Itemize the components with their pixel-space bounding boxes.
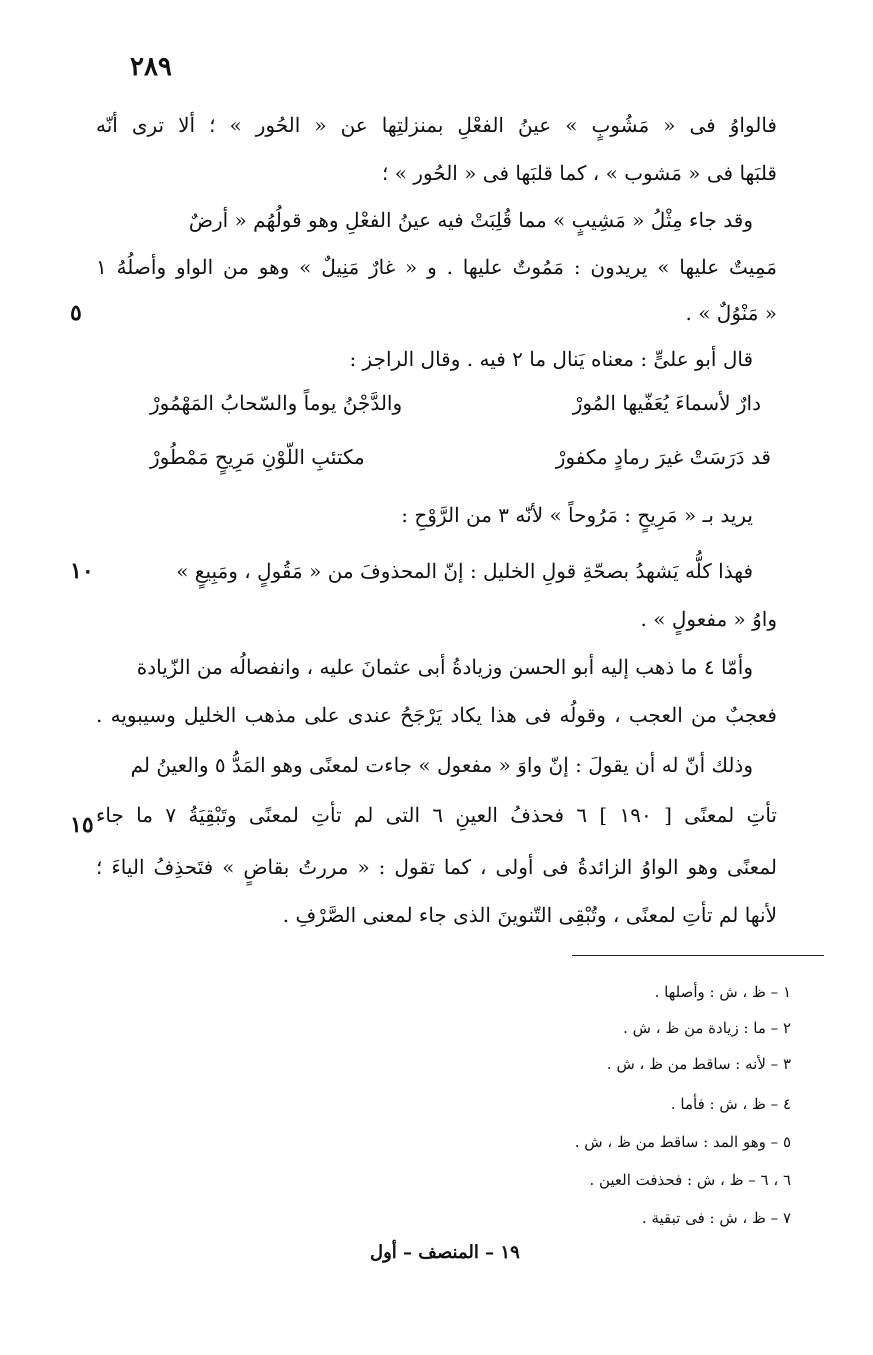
text-line-6: قال أبو علىٍّ : معناه يَنال ما ٢ فيه . وقال الراجز : <box>349 347 753 371</box>
text-line-14: لمعنًى وهو الواوُ الزائدةُ فى أولى ، كما تقول : « مررتُ بقاضٍ » فتَحذِفُ الياءَ ؛ <box>96 855 777 879</box>
text-line-15: لأنها لم تأتِ لمعنًى ، وتُبْقِى التّنوينَ الذى جاء لمعنى الصَّرْفِ . <box>282 903 777 927</box>
footnote-7: ٧ – ظ ، ش : فى تبقية . <box>641 1209 791 1227</box>
text-line-11: فعجبٌ من العجب ، وقولُه فى هذا يكاد يَرْجَحُ عندى على مذهب الخليل وسيبويه . <box>96 703 777 727</box>
footnote-1: ١ – ظ ، ش : وأصلها . <box>654 983 791 1001</box>
text-line-4: مَمِيتٌ عليها » يريدون : مَمُوتٌ عليها . و « غارٌ مَنِيلٌ » وهو من الواو وأصلُهُ ١ <box>96 255 777 279</box>
text-line-13: تأتِ لمعنًى [ ١٩٠ ] ٦ فحذفُ العينِ ٦ التى لم تأتِ لمعنًى وتَبْقِيَةُ ٧ ما جاء <box>96 803 777 827</box>
footnote-6: ٦ ، ٦ – ظ ، ش : فحذفت العين . <box>589 1171 791 1189</box>
page-footer: ١٩ – المنصف – أول <box>370 1242 520 1263</box>
verse-1-second-hemistich: والدَّجْنُ يوماً والسّحابُ المَهْمُورْ <box>150 391 403 415</box>
footnote-4: ٤ – ظ ، ش : فأما . <box>670 1095 791 1113</box>
verse-1-first-hemistich: دارٌ لأسماءَ يُعَفّيها المُورْ <box>572 391 761 415</box>
text-line-7: يريد بـ « مَرِيحٍ : مَرُوحاً » لأنّه ٣ من الرَّوْحِ : <box>401 503 753 527</box>
text-line-5: « مَنْوُلٌ » . <box>685 301 777 325</box>
footnote-3: ٣ – لأنه : ساقط من ظ ، ش . <box>606 1055 791 1073</box>
page-number: ٢٨٩ <box>130 52 172 82</box>
text-line-9: واوُ « مفعولٍ » . <box>640 607 777 631</box>
footnote-2: ٢ – ما : زيادة من ظ ، ش . <box>623 1019 791 1037</box>
text-line-1: فالواوُ فى « مَشُوبٍ » عينُ الفعْلِ بمنزلتِها عن « الحُور » ؛ ألا ترى أنّه <box>96 113 777 137</box>
text-line-2: قلبَها فى « مَشوب » ، كما قلبَها فى « الحُور » ؛ <box>381 161 777 185</box>
margin-number-15: ١٥ <box>70 812 94 838</box>
verse-2-second-hemistich: مكتئبِ اللّوْنِ مَرِيحٍ مَمْطُورْ <box>150 445 365 469</box>
margin-number-10: ١٠ <box>70 558 94 584</box>
text-line-8: فهذا كلُّه يَشهدُ بصحّةِ قولِ الخليل : إنّ المحذوفَ من « مَقُولٍ ، ومَبِيعٍ » <box>176 559 753 583</box>
footnote-5: ٥ – وهو المد : ساقط من ظ ، ش . <box>574 1133 791 1151</box>
footnote-separator <box>572 955 824 956</box>
margin-number-5: ٥ <box>70 300 82 326</box>
verse-2-first-hemistich: قد دَرَسَتْ غيرَ رمادٍ مكفورْ <box>555 445 771 469</box>
text-line-10: وأمّا ٤ ما ذهب إليه أبو الحسن وزيادةُ أبى عثمانَ عليه ، وانفصالُه من الزّيادة <box>136 655 753 679</box>
text-line-3: وقد جاء مِثْلُ « مَشِيبٍ » مما قُلِبَتْ فيه عينُ الفعْلِ وهو قولُهُم « أرضٌ <box>188 208 753 232</box>
text-line-12: وذلك أنّ له أن يقولَ : إنّ واوَ « مفعول » جاءت لمعنًى وهو المَدُّ ٥ والعينُ لم <box>130 753 753 777</box>
